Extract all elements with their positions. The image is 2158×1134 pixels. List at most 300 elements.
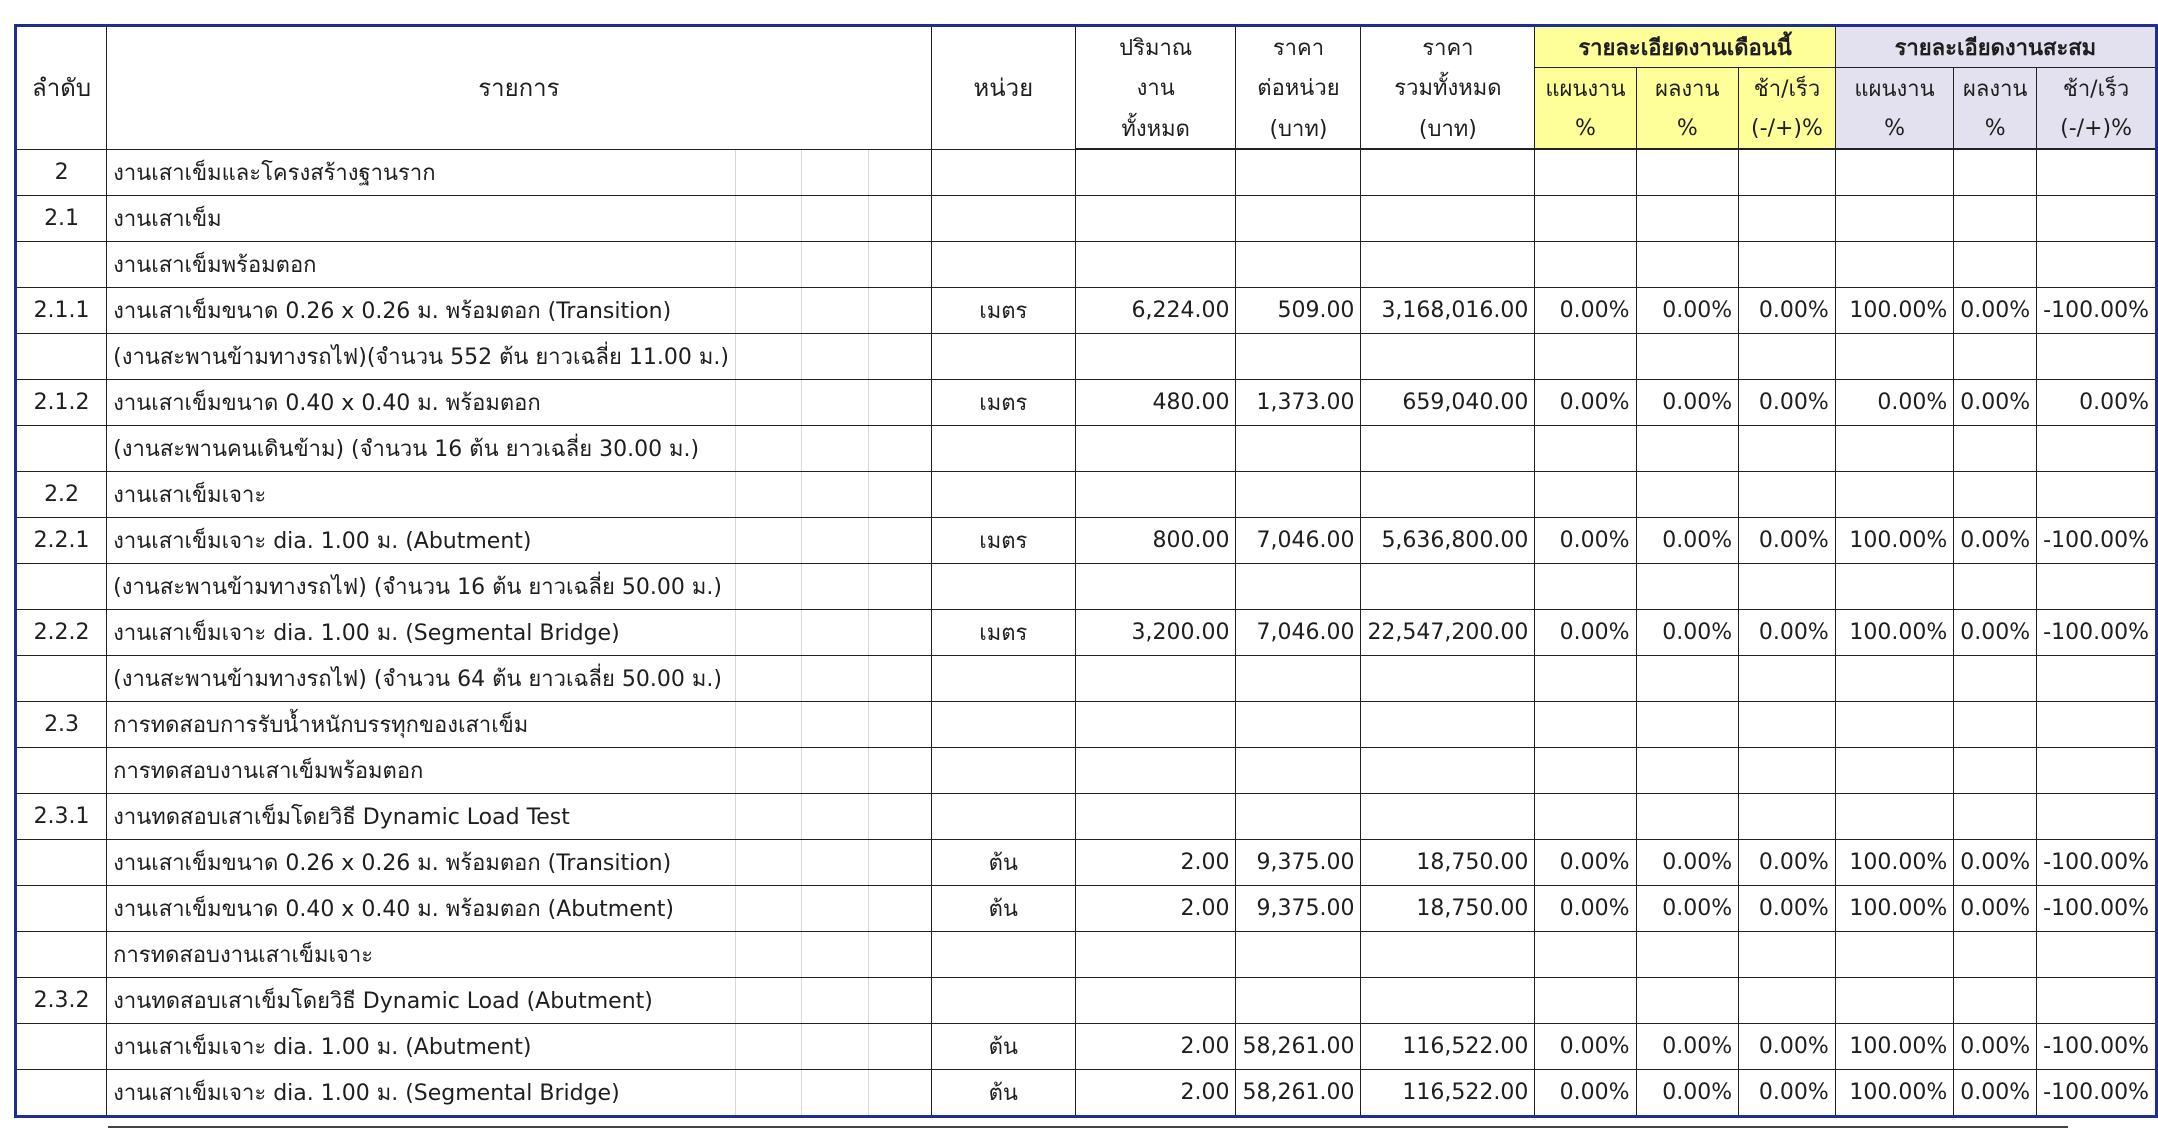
total-price-cell — [1361, 334, 1535, 380]
unit-price-cell — [1236, 794, 1361, 840]
table-row — [16, 656, 2157, 702]
cum-plan-cell — [1835, 196, 1953, 242]
desc-filler — [735, 564, 801, 610]
cum-plan-cell: 100.00% — [1835, 840, 1953, 886]
desc-filler — [735, 242, 801, 288]
row-description: งานทดสอบเสาเข็มโดยวิธี Dynamic Load Test — [107, 794, 736, 840]
cum-diff-cell — [2037, 564, 2157, 610]
unit-price-cell: 1,373.00 — [1236, 380, 1361, 426]
month-result-cell — [1636, 702, 1739, 748]
desc-filler — [802, 196, 868, 242]
cum-plan-cell — [1835, 426, 1953, 472]
total-price-cell — [1361, 932, 1535, 978]
header-total-price-line3: (บาท) — [1361, 108, 1535, 149]
unit-price-cell — [1236, 334, 1361, 380]
total-price-cell — [1361, 748, 1535, 794]
cum-plan-cell: 100.00% — [1835, 1024, 1953, 1070]
row-description: งานเสาเข็มเจาะ dia. 1.00 ม. (Abutment) — [107, 518, 736, 564]
desc-filler — [868, 426, 931, 472]
cum-diff-cell — [2037, 149, 2157, 196]
cum-plan-cell — [1835, 564, 1953, 610]
cum-result-cell — [1954, 472, 2037, 518]
qty-cell — [1075, 794, 1236, 840]
unit-cell: ต้น — [931, 840, 1075, 886]
cum-result-cell: 0.00% — [1954, 518, 2037, 564]
cum-result-cell — [1954, 242, 2037, 288]
qty-cell — [1075, 564, 1236, 610]
row-description: งานเสาเข็มเจาะ — [107, 472, 736, 518]
month-result-cell: 0.00% — [1636, 1070, 1739, 1117]
desc-filler — [735, 610, 801, 656]
qty-cell: 800.00 — [1075, 518, 1236, 564]
cum-diff-cell — [2037, 702, 2157, 748]
unit-cell — [931, 242, 1075, 288]
qty-cell: 2.00 — [1075, 886, 1236, 932]
month-plan-cell — [1535, 334, 1636, 380]
desc-filler — [802, 702, 868, 748]
unit-price-cell — [1236, 748, 1361, 794]
qty-cell — [1075, 426, 1236, 472]
cum-diff-cell — [2037, 656, 2157, 702]
qty-cell — [1075, 978, 1236, 1024]
desc-filler — [735, 380, 801, 426]
table-row — [16, 932, 2157, 978]
cum-result-cell — [1954, 426, 2037, 472]
unit-price-cell: 9,375.00 — [1236, 840, 1361, 886]
month-diff-cell — [1739, 702, 1836, 748]
header-total-price-line2: รวมทั้งหมด — [1361, 68, 1535, 109]
cum-diff-cell — [2037, 978, 2157, 1024]
desc-filler — [868, 149, 931, 196]
cum-plan-cell: 0.00% — [1835, 380, 1953, 426]
cum-plan-cell: 100.00% — [1835, 288, 1953, 334]
total-price-cell: 116,522.00 — [1361, 1024, 1535, 1070]
desc-filler — [802, 886, 868, 932]
row-description: (งานสะพานข้ามทางรถไฟ) (จำนวน 16 ต้น ยาวเฉลี่ย 50.00 ม.) — [107, 564, 736, 610]
table-row — [16, 472, 2157, 518]
row-seq — [16, 334, 107, 380]
header-qty-line2: งาน — [1075, 68, 1236, 109]
table-row — [16, 978, 2157, 1024]
cum-result-cell — [1954, 149, 2037, 196]
desc-filler — [802, 794, 868, 840]
unit-price-cell — [1236, 702, 1361, 748]
total-price-cell — [1361, 564, 1535, 610]
desc-filler — [802, 932, 868, 978]
cum-result-cell: 0.00% — [1954, 1070, 2037, 1117]
header-cum-result: ผลงาน — [1954, 68, 2037, 109]
cum-plan-cell — [1835, 149, 1953, 196]
table-row — [16, 1024, 2157, 1070]
cum-plan-cell — [1835, 702, 1953, 748]
total-price-cell — [1361, 149, 1535, 196]
month-plan-cell — [1535, 196, 1636, 242]
cum-result-cell: 0.00% — [1954, 610, 2037, 656]
row-seq: 2.3.2 — [16, 978, 107, 1024]
row-description: งานเสาเข็มพร้อมตอก — [107, 242, 736, 288]
month-diff-cell: 0.00% — [1739, 380, 1836, 426]
month-plan-cell: 0.00% — [1535, 610, 1636, 656]
row-seq — [16, 426, 107, 472]
qty-cell — [1075, 149, 1236, 196]
cum-diff-cell — [2037, 472, 2157, 518]
month-result-cell — [1636, 426, 1739, 472]
qty-cell: 2.00 — [1075, 1070, 1236, 1117]
unit-cell — [931, 564, 1075, 610]
unit-cell: ต้น — [931, 1070, 1075, 1117]
desc-filler — [802, 472, 868, 518]
table-row — [16, 702, 2157, 748]
month-diff-cell — [1739, 656, 1836, 702]
desc-filler — [868, 656, 931, 702]
unit-price-cell — [1236, 978, 1361, 1024]
desc-filler — [735, 196, 801, 242]
table-row — [16, 288, 2157, 334]
total-price-cell: 18,750.00 — [1361, 840, 1535, 886]
month-diff-cell: 0.00% — [1739, 610, 1836, 656]
cum-plan-cell — [1835, 656, 1953, 702]
desc-filler — [868, 1024, 931, 1070]
table-row — [16, 426, 2157, 472]
row-seq — [16, 656, 107, 702]
cum-result-cell: 0.00% — [1954, 288, 2037, 334]
total-price-cell — [1361, 472, 1535, 518]
cum-diff-cell — [2037, 748, 2157, 794]
month-plan-cell: 0.00% — [1535, 840, 1636, 886]
cum-diff-cell: -100.00% — [2037, 840, 2157, 886]
month-diff-cell — [1739, 426, 1836, 472]
month-diff-cell — [1739, 334, 1836, 380]
cum-result-cell: 0.00% — [1954, 1024, 2037, 1070]
row-seq: 2.3 — [16, 702, 107, 748]
cum-result-cell — [1954, 334, 2037, 380]
row-description: งานเสาเข็มเจาะ dia. 1.00 ม. (Segmental Bridge) — [107, 610, 736, 656]
row-seq — [16, 840, 107, 886]
month-result-cell: 0.00% — [1636, 610, 1739, 656]
header-unit-price-line1: ราคา — [1236, 26, 1361, 68]
month-result-cell — [1636, 149, 1739, 196]
month-result-cell — [1636, 196, 1739, 242]
row-seq — [16, 886, 107, 932]
table-row — [16, 242, 2157, 288]
total-price-cell — [1361, 702, 1535, 748]
cum-plan-cell: 100.00% — [1835, 518, 1953, 564]
cum-result-cell: 0.00% — [1954, 840, 2037, 886]
header-cum-plan: แผนงาน — [1835, 68, 1953, 109]
cum-diff-cell — [2037, 426, 2157, 472]
month-diff-cell — [1739, 472, 1836, 518]
total-price-cell: 18,750.00 — [1361, 886, 1535, 932]
month-diff-cell: 0.00% — [1739, 1024, 1836, 1070]
unit-cell — [931, 426, 1075, 472]
header-seq: ลำดับ — [16, 26, 107, 150]
unit-price-cell: 7,046.00 — [1236, 610, 1361, 656]
month-diff-cell: 0.00% — [1739, 518, 1836, 564]
total-price-cell: 22,547,200.00 — [1361, 610, 1535, 656]
month-diff-cell — [1739, 978, 1836, 1024]
cum-result-cell — [1954, 702, 2037, 748]
month-plan-cell: 0.00% — [1535, 1070, 1636, 1117]
month-result-cell — [1636, 242, 1739, 288]
progress-table — [14, 24, 2158, 1118]
header-qty-line3: ทั้งหมด — [1075, 108, 1236, 149]
desc-filler — [735, 518, 801, 564]
unit-cell — [931, 794, 1075, 840]
qty-cell: 6,224.00 — [1075, 288, 1236, 334]
desc-filler — [735, 656, 801, 702]
desc-filler — [735, 978, 801, 1024]
desc-filler — [802, 748, 868, 794]
row-description: การทดสอบงานเสาเข็มเจาะ — [107, 932, 736, 978]
header-month-plan-unit: % — [1535, 108, 1636, 149]
footer-rule — [108, 1126, 2068, 1128]
unit-cell: ต้น — [931, 886, 1075, 932]
month-diff-cell — [1739, 564, 1836, 610]
desc-filler — [868, 1070, 931, 1117]
unit-cell — [931, 149, 1075, 196]
desc-filler — [868, 702, 931, 748]
month-plan-cell — [1535, 564, 1636, 610]
table-row — [16, 380, 2157, 426]
desc-filler — [868, 334, 931, 380]
month-diff-cell — [1739, 748, 1836, 794]
row-seq — [16, 748, 107, 794]
desc-filler — [735, 1024, 801, 1070]
header-cum-diff: ช้า/เร็ว — [2037, 68, 2157, 109]
table-row — [16, 334, 2157, 380]
header-cum-diff-unit: (-/+)% — [2037, 108, 2157, 149]
month-diff-cell — [1739, 932, 1836, 978]
unit-price-cell: 7,046.00 — [1236, 518, 1361, 564]
unit-price-cell — [1236, 196, 1361, 242]
month-diff-cell: 0.00% — [1739, 1070, 1836, 1117]
total-price-cell — [1361, 426, 1535, 472]
unit-price-cell: 58,261.00 — [1236, 1070, 1361, 1117]
total-price-cell: 116,522.00 — [1361, 1070, 1535, 1117]
month-plan-cell — [1535, 149, 1636, 196]
table-row — [16, 794, 2157, 840]
cum-diff-cell: -100.00% — [2037, 610, 2157, 656]
month-plan-cell — [1535, 472, 1636, 518]
table-header — [16, 26, 2157, 150]
unit-price-cell — [1236, 656, 1361, 702]
cum-plan-cell — [1835, 978, 1953, 1024]
desc-filler — [868, 518, 931, 564]
cum-result-cell — [1954, 748, 2037, 794]
desc-filler — [735, 886, 801, 932]
cum-result-cell — [1954, 564, 2037, 610]
row-seq: 2.1.1 — [16, 288, 107, 334]
header-month-diff-unit: (-/+)% — [1739, 108, 1836, 149]
month-result-cell — [1636, 794, 1739, 840]
desc-filler — [802, 656, 868, 702]
cum-diff-cell — [2037, 932, 2157, 978]
month-plan-cell — [1535, 794, 1636, 840]
cum-plan-cell — [1835, 794, 1953, 840]
desc-filler — [735, 1070, 801, 1117]
desc-filler — [802, 242, 868, 288]
month-diff-cell: 0.00% — [1739, 288, 1836, 334]
cum-diff-cell: -100.00% — [2037, 1024, 2157, 1070]
header-month-diff: ช้า/เร็ว — [1739, 68, 1836, 109]
month-result-cell — [1636, 656, 1739, 702]
month-diff-cell: 0.00% — [1739, 886, 1836, 932]
qty-cell: 480.00 — [1075, 380, 1236, 426]
header-cumulative: รายละเอียดงานสะสม — [1835, 26, 2156, 68]
row-description: งานเสาเข็มขนาด 0.40 x 0.40 ม. พร้อมตอก — [107, 380, 736, 426]
header-qty-line1: ปริมาณ — [1075, 26, 1236, 68]
month-plan-cell: 0.00% — [1535, 288, 1636, 334]
desc-filler — [868, 242, 931, 288]
unit-cell: เมตร — [931, 288, 1075, 334]
desc-filler — [868, 472, 931, 518]
cum-diff-cell: -100.00% — [2037, 886, 2157, 932]
desc-filler — [868, 978, 931, 1024]
table-row — [16, 886, 2157, 932]
month-plan-cell — [1535, 748, 1636, 794]
desc-filler — [802, 610, 868, 656]
desc-filler — [802, 564, 868, 610]
month-result-cell — [1636, 932, 1739, 978]
cum-plan-cell — [1835, 932, 1953, 978]
desc-filler — [868, 932, 931, 978]
cum-diff-cell: -100.00% — [2037, 288, 2157, 334]
unit-price-cell — [1236, 564, 1361, 610]
cum-diff-cell — [2037, 794, 2157, 840]
cum-result-cell: 0.00% — [1954, 380, 2037, 426]
month-plan-cell — [1535, 656, 1636, 702]
desc-filler — [735, 288, 801, 334]
desc-filler — [735, 702, 801, 748]
qty-cell — [1075, 334, 1236, 380]
month-diff-cell — [1739, 242, 1836, 288]
row-seq: 2.2.1 — [16, 518, 107, 564]
unit-cell — [931, 196, 1075, 242]
row-description: งานเสาเข็ม — [107, 196, 736, 242]
header-unit-price-line3: (บาท) — [1236, 108, 1361, 149]
header-item: รายการ — [107, 26, 931, 150]
desc-filler — [735, 149, 801, 196]
unit-cell — [931, 656, 1075, 702]
row-description: (งานสะพานข้ามทางรถไฟ)(จำนวน 552 ต้น ยาวเฉลี่ย 11.00 ม.) — [107, 334, 736, 380]
month-plan-cell — [1535, 978, 1636, 1024]
header-month-result: ผลงาน — [1636, 68, 1739, 109]
month-diff-cell — [1739, 149, 1836, 196]
table-row — [16, 149, 2157, 196]
row-seq: 2.1 — [16, 196, 107, 242]
unit-cell — [931, 702, 1075, 748]
cum-result-cell — [1954, 794, 2037, 840]
total-price-cell — [1361, 242, 1535, 288]
month-plan-cell: 0.00% — [1535, 518, 1636, 564]
table-body — [16, 149, 2157, 1117]
unit-cell: ต้น — [931, 1024, 1075, 1070]
header-month-plan: แผนงาน — [1535, 68, 1636, 109]
month-plan-cell — [1535, 426, 1636, 472]
row-description: งานทดสอบเสาเข็มโดยวิธี Dynamic Load (Abutment) — [107, 978, 736, 1024]
month-result-cell — [1636, 472, 1739, 518]
table-row — [16, 196, 2157, 242]
row-seq — [16, 564, 107, 610]
total-price-cell: 5,636,800.00 — [1361, 518, 1535, 564]
unit-cell — [931, 932, 1075, 978]
table-row — [16, 840, 2157, 886]
qty-cell: 2.00 — [1075, 840, 1236, 886]
cum-result-cell — [1954, 656, 2037, 702]
row-seq — [16, 1070, 107, 1117]
qty-cell — [1075, 748, 1236, 794]
row-description: การทดสอบการรับน้ำหนักบรรทุกของเสาเข็ม — [107, 702, 736, 748]
desc-filler — [868, 886, 931, 932]
row-description: งานเสาเข็มเจาะ dia. 1.00 ม. (Segmental Bridge) — [107, 1070, 736, 1117]
month-diff-cell — [1739, 196, 1836, 242]
row-description: (งานสะพานคนเดินข้าม) (จำนวน 16 ต้น ยาวเฉลี่ย 30.00 ม.) — [107, 426, 736, 472]
header-cum-plan-unit: % — [1835, 108, 1953, 149]
cum-plan-cell — [1835, 242, 1953, 288]
month-result-cell: 0.00% — [1636, 288, 1739, 334]
desc-filler — [735, 932, 801, 978]
cum-diff-cell — [2037, 334, 2157, 380]
desc-filler — [802, 288, 868, 334]
row-seq: 2 — [16, 149, 107, 196]
table-row — [16, 564, 2157, 610]
row-description: งานเสาเข็มและโครงสร้างฐานราก — [107, 149, 736, 196]
desc-filler — [868, 610, 931, 656]
desc-filler — [802, 426, 868, 472]
desc-filler — [802, 1070, 868, 1117]
row-description: งานเสาเข็มขนาด 0.40 x 0.40 ม. พร้อมตอก (Abutment) — [107, 886, 736, 932]
unit-cell — [931, 334, 1075, 380]
qty-cell — [1075, 242, 1236, 288]
unit-cell — [931, 748, 1075, 794]
desc-filler — [802, 518, 868, 564]
month-result-cell — [1636, 334, 1739, 380]
unit-cell: เมตร — [931, 610, 1075, 656]
desc-filler — [735, 426, 801, 472]
desc-filler — [868, 748, 931, 794]
header-unit: หน่วย — [931, 26, 1075, 150]
month-diff-cell — [1739, 794, 1836, 840]
unit-cell: เมตร — [931, 380, 1075, 426]
cum-result-cell — [1954, 932, 2037, 978]
cum-diff-cell: -100.00% — [2037, 518, 2157, 564]
desc-filler — [735, 840, 801, 886]
row-seq — [16, 242, 107, 288]
desc-filler — [868, 840, 931, 886]
table-row — [16, 610, 2157, 656]
header-total-price-line1: ราคา — [1361, 26, 1535, 68]
cum-diff-cell: -100.00% — [2037, 1070, 2157, 1117]
header-unit-price-line2: ต่อหน่วย — [1236, 68, 1361, 109]
desc-filler — [868, 564, 931, 610]
cum-result-cell — [1954, 978, 2037, 1024]
unit-price-cell — [1236, 149, 1361, 196]
unit-price-cell — [1236, 242, 1361, 288]
table-row — [16, 518, 2157, 564]
unit-price-cell: 509.00 — [1236, 288, 1361, 334]
row-seq — [16, 932, 107, 978]
unit-cell: เมตร — [931, 518, 1075, 564]
desc-filler — [868, 380, 931, 426]
total-price-cell: 3,168,016.00 — [1361, 288, 1535, 334]
qty-cell — [1075, 472, 1236, 518]
desc-filler — [802, 1024, 868, 1070]
month-plan-cell: 0.00% — [1535, 380, 1636, 426]
cum-plan-cell — [1835, 334, 1953, 380]
total-price-cell — [1361, 794, 1535, 840]
month-plan-cell: 0.00% — [1535, 886, 1636, 932]
cum-diff-cell: 0.00% — [2037, 380, 2157, 426]
